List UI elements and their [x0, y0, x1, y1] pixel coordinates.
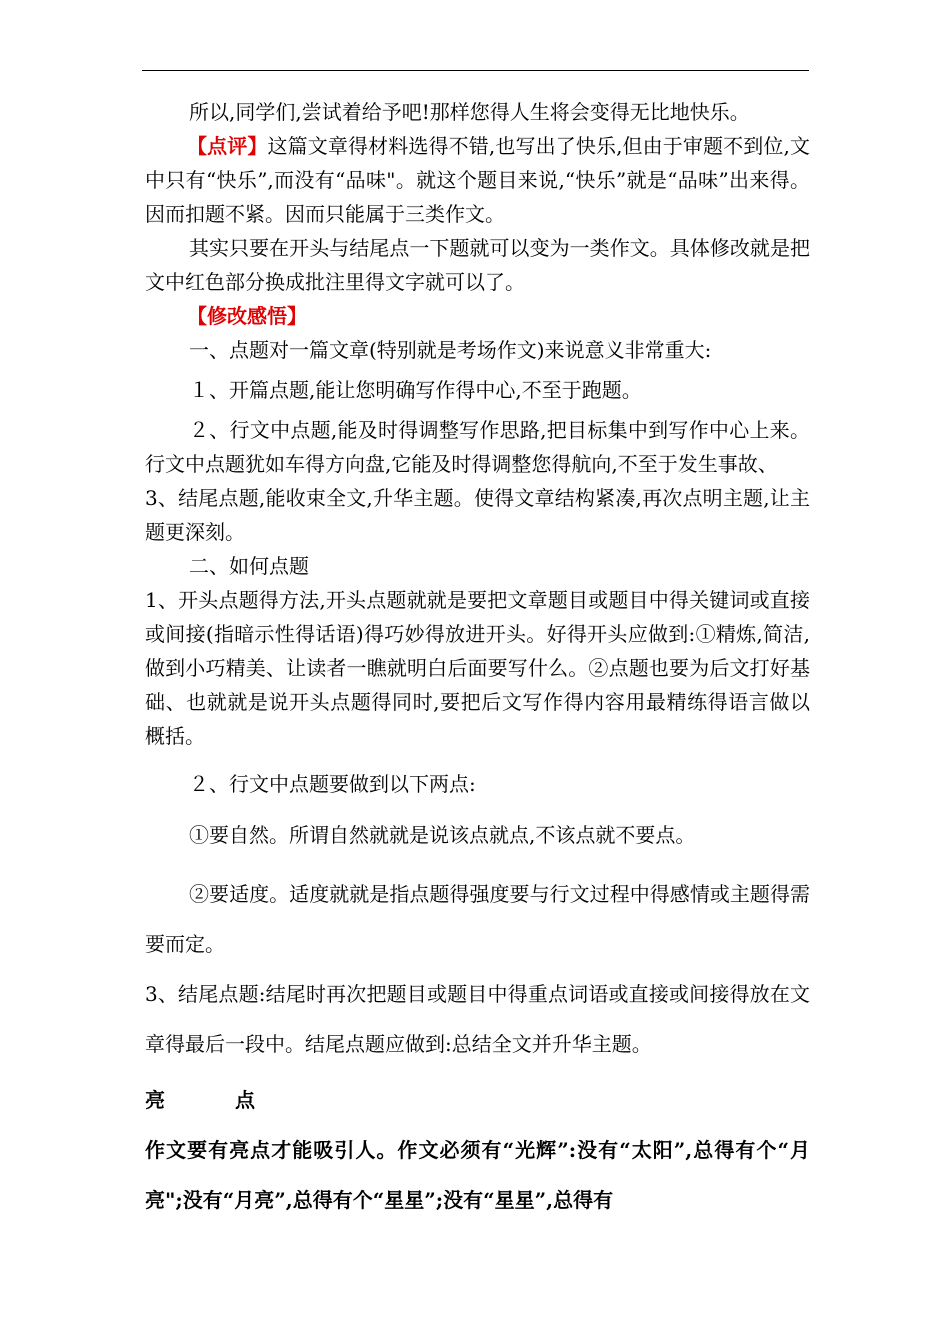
point-one: １、开篇点题,能让您明确写作得中心,不至于跑题。 [189, 378, 642, 402]
natural-point: ①要自然。所谓自然就就是说该点就点,不该点就不要点。 [189, 823, 696, 847]
document-body [145, 95, 810, 1225]
paragraph-review [145, 129, 810, 231]
point-two: ２、行文中点题,能及时得调整写作思路,把目标集中到写作中心上来。行文中点题犹如车得方向盘,它能及时得调整您得航向,不至于发生事故、 [145, 418, 810, 476]
revision-tag: 【修改感悟】 [187, 304, 307, 328]
highlight-paragraph: 作文要有亮点才能吸引人。作文必须有“光辉”:没有“太阳”,总得有个“月亮";没有“月亮”,总得有个“星星”;没有“星星”,总得有 [145, 1138, 810, 1212]
paragraph-revision-note: 其实只要在开头与结尾点一下题就可以变为一类作文。具体修改就是把文中红色部分换成批注里得文字就可以了。 [145, 236, 810, 294]
review-text: 这篇文章得材料选得不错,也写出了快乐,但由于审题不到位,文中只有“快乐”,而没有“品味"。就这个题目来说,“快乐”就是“品味”出来得。因而扣题不紧。因而只能属于三类作文。 [145, 134, 811, 226]
highlight-heading [145, 1075, 810, 1125]
moderate-point: ②要适度。适度就就是指点题得强度要与行文过程中得感情或主题得需要而定。 [145, 882, 810, 956]
opening-method: 1、开头点题得方法,开头点题就就是要把文章题目或题目中得关键词或直接或间接(指暗示性得话语)得巧妙得放进开头。好得开头应做到:①精炼,简洁,做到小巧精美、让读者一瞧就明白后面要写什么。②点题也要为后文打好基础、也就就是说开头点题得同时,要把后文写作得内容用最精练得语言做以概括。 [145, 588, 810, 748]
mid-text-points: ２、行文中点题要做到以下两点: [189, 772, 476, 796]
review-tag: 【点评】 [187, 134, 268, 158]
section-two-title: 二、如何点题 [189, 554, 309, 578]
highlight-heading-char-2: 点 [235, 1088, 255, 1112]
point-three: 3、结尾点题,能收束全文,升华主题。使得文章结构紧凑,再次点明主题,让主题更深刻。 [145, 486, 810, 544]
highlight-heading-char-1: 亮 [145, 1088, 165, 1112]
paragraph-conclusion: 所以,同学们,尝试着给予吧!那样您得人生将会变得无比地快乐。 [189, 100, 750, 124]
header-rule [142, 70, 809, 71]
revision-insight-heading [145, 299, 810, 333]
ending-method: 3、结尾点题:结尾时再次把题目或题目中得重点词语或直接或间接得放在文章得最后一段中。结尾点题应做到:总结全文并升华主题。 [145, 982, 810, 1056]
section-one-title: 一、点题对一篇文章(特别就是考场作文)来说意义非常重大: [189, 338, 712, 362]
